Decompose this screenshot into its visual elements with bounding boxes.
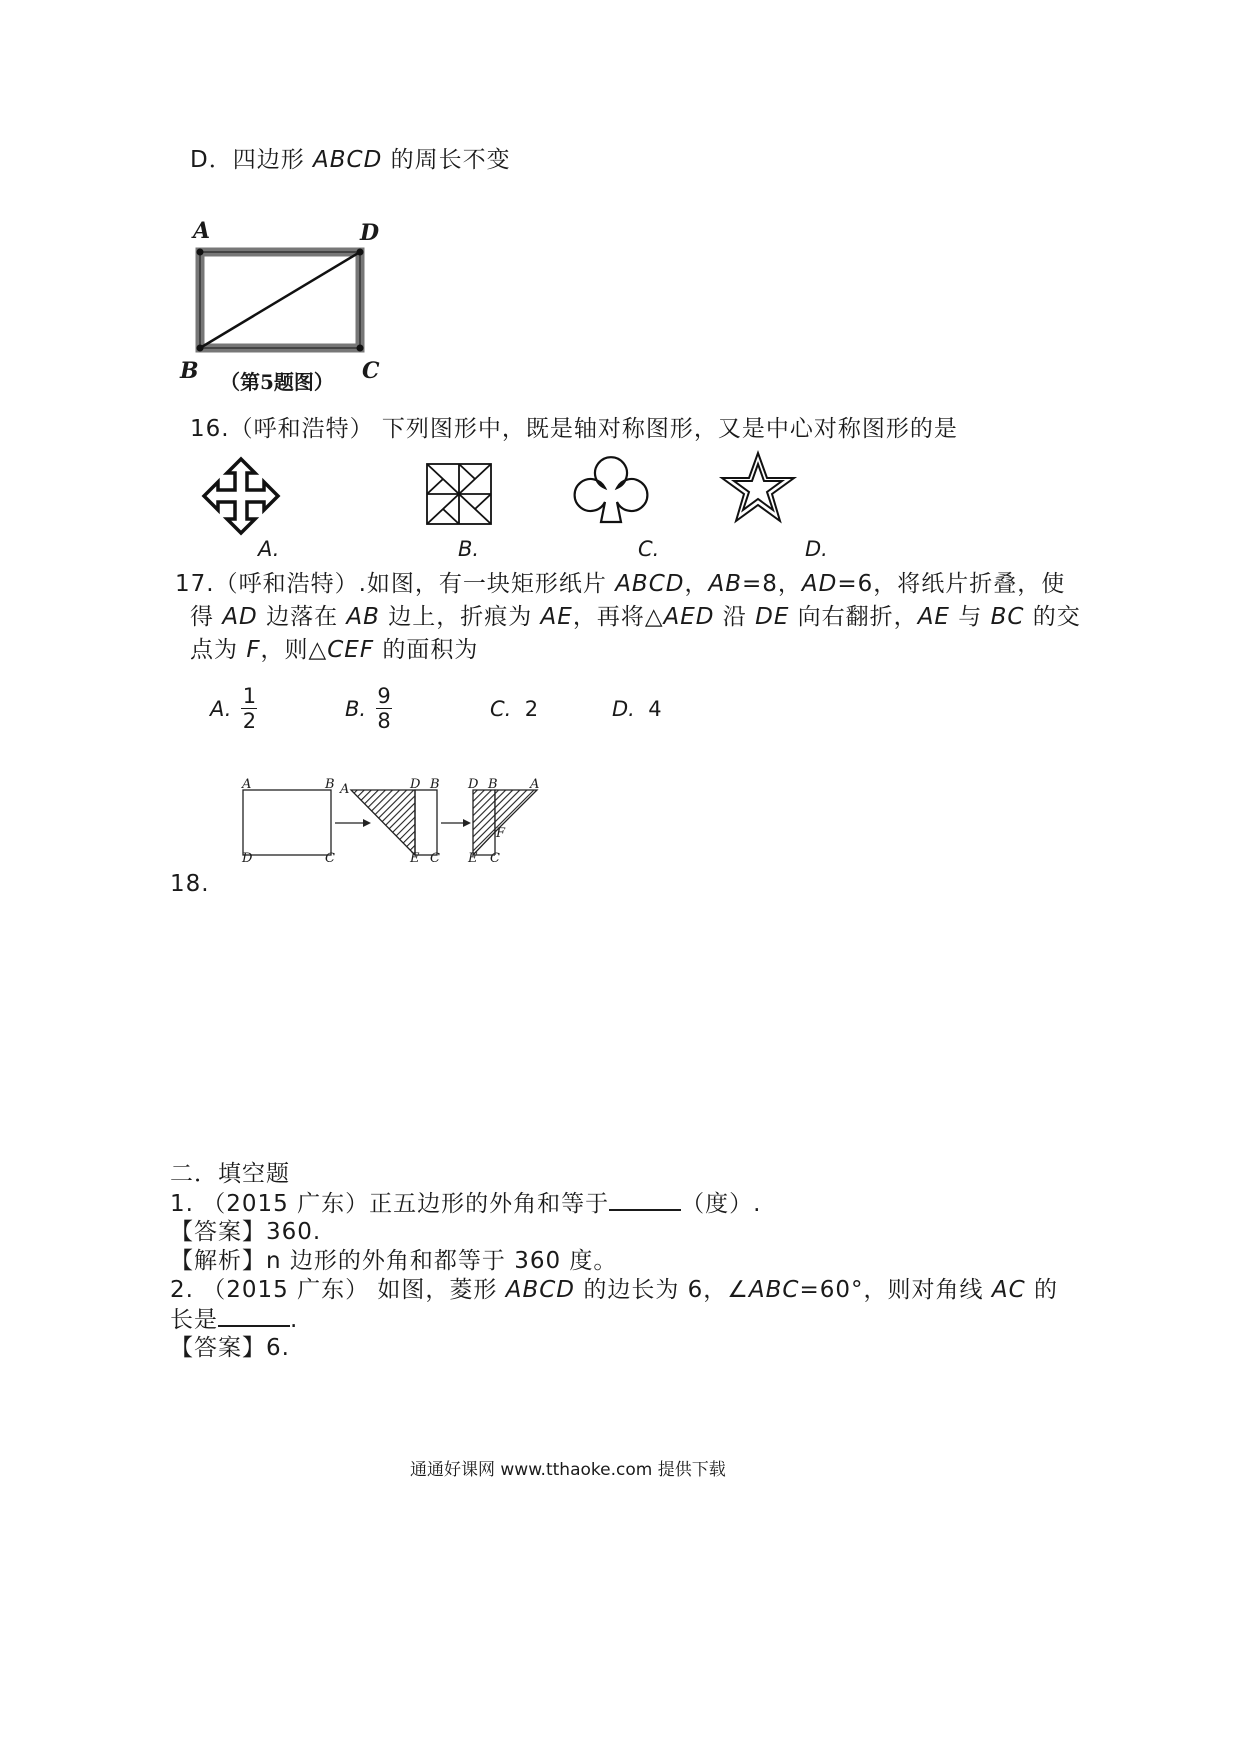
q15-label-b: B xyxy=(180,358,199,384)
q17-option-c: C. 2 xyxy=(490,697,539,721)
section-title: 二．填空题 xyxy=(170,1161,290,1187)
fill-q1-analysis: 【解析】n 边形的外角和都等于 360 度。 xyxy=(170,1248,618,1274)
q17-fig2-label-e: E xyxy=(410,851,420,866)
q17-option-b: B. $\frac{9}{8}$ xyxy=(345,684,391,733)
q17-fig3-label-c: C xyxy=(490,851,500,866)
fill-q1-answer: 【答案】360. xyxy=(170,1219,322,1245)
fill-q2-answer: 【答案】6. xyxy=(170,1335,290,1361)
q17-fig2-label-d: D xyxy=(410,777,421,792)
q17-option-a: A. $\frac{1}{2}$ xyxy=(210,684,257,733)
q17-stem-line3: 点为 F，则△CEF 的面积为 xyxy=(190,637,479,663)
pinwheel-icon xyxy=(425,462,493,526)
q15-caption: （第5题图） xyxy=(220,370,334,394)
q17-fig3-label-e: E xyxy=(468,851,478,866)
footer-watermark: 通通好课网 www.tthaoke.com 提供下载 xyxy=(410,1460,726,1480)
q15-option-d: D．四边形 ABCD 的周长不变 xyxy=(190,147,511,173)
q17-fig3-label-b: B xyxy=(488,777,498,792)
q15-label-a: A xyxy=(193,218,211,244)
q17-fig2-label-b: B xyxy=(430,777,440,792)
q18-number: 18. xyxy=(170,871,210,897)
q16-option-c-label: C. xyxy=(638,537,660,561)
fill-q2-blank xyxy=(218,1305,290,1327)
q17-option-d: D. 4 xyxy=(612,697,662,721)
q16-option-d-label: D. xyxy=(805,537,828,561)
q17-fig1-label-a: A xyxy=(242,777,252,792)
fill-q1-blank xyxy=(609,1189,681,1211)
fill-q2-stem-line2: 长是 . xyxy=(170,1307,299,1333)
q16-stem: 16.（呼和浩特） 下列图形中，既是轴对称图形，又是中心对称图形的是 xyxy=(190,416,958,442)
diagonal-bd xyxy=(200,252,360,348)
fill-q1-stem: 1. （2015 广东）正五边形的外角和等于 （度）. xyxy=(170,1191,762,1217)
fill-q2-stem-line1: 2. （2015 广东） 如图，菱形 ABCD 的边长为 6，∠ABC=60°，则对角线 AC 的 xyxy=(170,1277,1058,1303)
star-icon xyxy=(718,450,798,526)
q17-fig1-label-d: D xyxy=(242,851,253,866)
q17-fig3-label-a: A xyxy=(530,777,540,792)
q17-fig2-label-a: A xyxy=(340,782,350,797)
q16-option-b-label: B. xyxy=(458,537,480,561)
q15-label-c: C xyxy=(362,358,380,384)
q17-fig1-label-c: C xyxy=(325,851,335,866)
q15-label-d: D xyxy=(360,220,380,246)
q17-fig2-label-c: C xyxy=(430,851,440,866)
four-way-arrows-icon xyxy=(200,455,282,537)
q17-fig3-label-f: F xyxy=(496,826,506,841)
q17-fig3-label-d: D xyxy=(468,777,479,792)
q16-option-a-label: A. xyxy=(258,537,280,561)
q17-stem-line1: 17.（呼和浩特）.如图，有一块矩形纸片 ABCD，AB=8，AD=6，将纸片折叠，使 xyxy=(175,571,1066,597)
q17-fig1-label-b: B xyxy=(325,777,335,792)
q17-stem-line2: 得 AD 边落在 AB 边上，折痕为 AE，再将△AED 沿 DE 向右翻折，AE 与 BC 的交 xyxy=(190,604,1081,630)
club-icon xyxy=(570,452,652,528)
